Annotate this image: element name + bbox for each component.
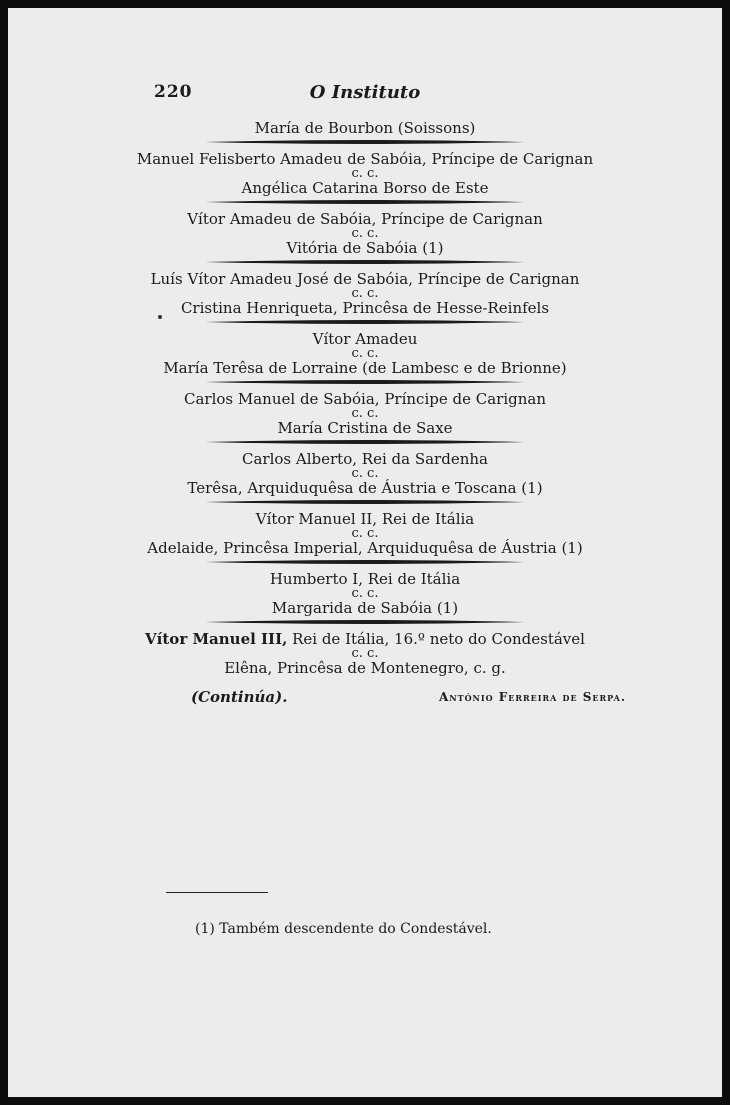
genealogy-entry: [8, 390, 722, 419]
generation-divider: [8, 199, 722, 205]
person-name: Angélica Catarina Borso de Este: [241, 179, 489, 197]
genealogy-entry: [8, 570, 722, 599]
generation-divider: [8, 139, 722, 145]
genealogy-entry: [8, 270, 722, 299]
generation-divider: [8, 559, 722, 565]
page-number: 220: [154, 82, 193, 102]
person-name: Carlos Alberto, Rei da Sardenha: [242, 450, 488, 468]
page-header: [8, 82, 722, 106]
generation-divider: [8, 379, 722, 385]
person-name: Carlos Manuel de Sabóia, Príncipe de Carignan: [184, 390, 546, 408]
married-label: c. c.: [351, 586, 379, 601]
person-name: Terêsa, Arquiduquêsa de Áustria e Toscana (1): [187, 479, 543, 497]
generation-divider: [8, 319, 722, 325]
genealogy-entry: [8, 210, 722, 239]
genealogy-entry: [8, 659, 722, 678]
genealogy-entry: [8, 450, 722, 479]
person-title: Rei de Itália, 16.º neto do Condestável: [287, 630, 585, 648]
author-name: António Ferreira de Serpa.: [439, 690, 626, 704]
person-name: Vítor Amadeu de Sabóia, Príncipe de Carignan: [187, 210, 543, 228]
generation-divider: [8, 499, 722, 505]
married-label: c. c.: [351, 226, 379, 241]
genealogy-entry: [8, 299, 722, 325]
generation-divider: [8, 259, 722, 265]
genealogy-entry: [8, 119, 722, 145]
married-label: c. c.: [351, 466, 379, 481]
genealogy-list: [8, 119, 722, 678]
person-name: María Terêsa de Lorraine (de Lambesc e de Brionne): [163, 359, 567, 377]
generation-divider: [8, 619, 722, 625]
continua-note: (Continúa).: [191, 688, 288, 706]
person-name-bold: Vítor Manuel III,: [145, 630, 288, 648]
genealogy-entry: [8, 239, 722, 265]
genealogy-entry: [8, 630, 722, 659]
person-name: Manuel Felisberto Amadeu de Sabóia, Príncipe de Carignan: [136, 150, 594, 168]
genealogy-entry: [8, 510, 722, 539]
person-name: Vitória de Sabóia (1): [286, 239, 444, 257]
generation-divider: [8, 439, 722, 445]
person-name: Humberto I, Rei de Itália: [269, 570, 461, 588]
person-name: Vítor Amadeu: [312, 330, 418, 348]
document-page: [8, 8, 722, 1097]
running-title: O Instituto: [309, 82, 421, 103]
married-label: c. c.: [351, 526, 379, 541]
person-name: Adelaide, Princêsa Imperial, Arquiduquêsa de Áustria (1): [147, 539, 583, 557]
person-name: Luís Vítor Amadeu José de Sabóia, Príncipe de Carignan: [150, 270, 580, 288]
genealogy-entry: [8, 599, 722, 625]
genealogy-entry: [8, 179, 722, 205]
genealogy-entry: [8, 330, 722, 359]
genealogy-entry: [8, 479, 722, 505]
person-name: Cristina Henriqueta, Princêsa de Hesse-Reinfels: [180, 299, 550, 317]
genealogy-entry: [8, 359, 722, 385]
person-name: María Cristina de Saxe: [277, 419, 453, 437]
married-label: c. c.: [351, 286, 379, 301]
married-label: c. c.: [351, 406, 379, 421]
married-label: c. c.: [351, 346, 379, 361]
signature-line: [8, 688, 722, 708]
person-name: Vítor Manuel II, Rei de Itália: [255, 510, 475, 528]
ink-speck: [158, 315, 162, 319]
married-label: c. c.: [351, 166, 379, 181]
genealogy-entry: [8, 150, 722, 179]
genealogy-entry: [8, 539, 722, 565]
person-name: Elêna, Princêsa de Montenegro, c. g.: [224, 659, 506, 677]
genealogy-entry: [8, 419, 722, 445]
footnote-rule: [166, 892, 268, 893]
footnote: (1) Também descendente do Condestável.: [195, 921, 492, 937]
person-name: María de Bourbon (Soissons): [254, 119, 476, 137]
person-name: Margarida de Sabóia (1): [271, 599, 459, 617]
married-label: c. c.: [351, 646, 379, 661]
